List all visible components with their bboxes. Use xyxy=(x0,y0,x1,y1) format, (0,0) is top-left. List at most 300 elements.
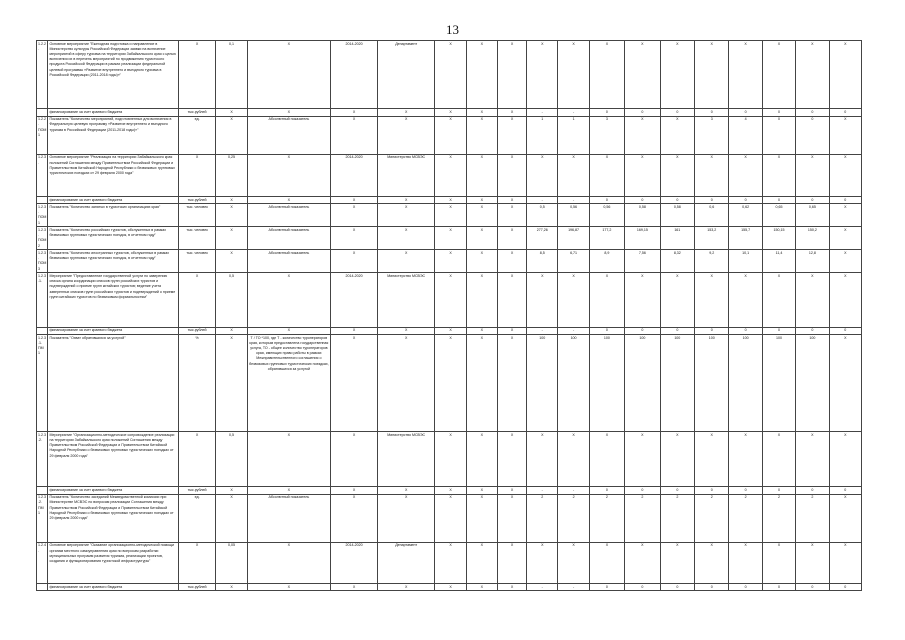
table-cell: X xyxy=(695,273,729,327)
table-cell: 0 xyxy=(695,584,729,591)
table-cell: X xyxy=(729,273,762,327)
table-cell: X xyxy=(216,227,247,250)
table-cell: X xyxy=(695,432,729,487)
row-code-cell: 1.2.2. ПОМ 1 xyxy=(37,116,48,154)
table-cell: X xyxy=(178,41,216,109)
table-cell: 0 xyxy=(589,109,624,116)
table-cell: X xyxy=(466,542,497,583)
table-cell: X xyxy=(625,154,660,196)
table-cell: X xyxy=(589,154,624,196)
table-cell: Министерство МСВЭС xyxy=(378,432,435,487)
table-cell: 0 xyxy=(589,584,624,591)
table-cell: 100 xyxy=(589,334,624,431)
table-cell: 0 xyxy=(729,196,762,203)
table-cell: 0 xyxy=(796,109,829,116)
table-cell: X xyxy=(331,584,378,591)
table-cell: Абсолютный показатель xyxy=(247,204,330,227)
table-row xyxy=(37,227,862,250)
table-cell: X xyxy=(497,542,526,583)
table-cell: 3 xyxy=(589,116,624,154)
table-cell: X xyxy=(527,41,558,109)
row-description-cell: финансирование за счет краевого бюджета xyxy=(48,487,178,494)
table-cell: 4 xyxy=(729,116,762,154)
table-cell: X xyxy=(497,116,526,154)
table-cell: 0,58 xyxy=(660,204,694,227)
table-row xyxy=(37,334,862,431)
table-cell: X xyxy=(527,273,558,327)
table-cell: 0 xyxy=(695,196,729,203)
financing-row xyxy=(37,327,862,334)
table-cell: 150,2 xyxy=(796,227,829,250)
table-cell: 0 xyxy=(625,327,660,334)
table-cell: X xyxy=(378,204,435,227)
row-code-cell: 1.2.3.2. xyxy=(37,432,48,487)
table-cell: X xyxy=(247,154,330,196)
row-description-cell: Основное мероприятие "Оказание организационно-методической помощи органам местного самоуправления края по вопросам разработки муниципальных программ развития туризма, реализации проектов, создания и функционирования туристской инфраструктуры" xyxy=(48,542,178,583)
table-cell: 0 xyxy=(762,116,795,154)
row-description-cell: Основное мероприятие "Реализация на территории Забайкальского края положений Соглашения между Правительством Российской Федерации и Правительством Китайской Народной Республики о безвизовых групповых туристических поездках от 29 февраля 2000 года" xyxy=(48,154,178,196)
table-cell: 9,2 xyxy=(695,250,729,273)
table-cell: X xyxy=(216,250,247,273)
row-code-cell: 1.2.3.2. ПМ 1 xyxy=(37,494,48,542)
table-cell: 100 xyxy=(558,334,589,431)
table-cell: 155,7 xyxy=(729,227,762,250)
table-cell: X xyxy=(466,109,497,116)
table-cell: 177,2 xyxy=(589,227,624,250)
row-description-cell: финансирование за счет краевого бюджета xyxy=(48,327,178,334)
table-cell: X xyxy=(435,487,466,494)
table-cell: X xyxy=(466,196,497,203)
table-cell: 277,26 xyxy=(527,227,558,250)
table-cell: X xyxy=(435,154,466,196)
table-cell: 0 xyxy=(829,327,861,334)
table-cell: тыс.рублей xyxy=(178,109,216,116)
table-cell: ед. xyxy=(178,116,216,154)
table-cell: X xyxy=(247,487,330,494)
row-code-cell xyxy=(37,584,48,591)
table-cell: X xyxy=(216,204,247,227)
table-cell: 0,62 xyxy=(729,204,762,227)
table-cell: 169,15 xyxy=(625,227,660,250)
table-cell: 0 xyxy=(589,487,624,494)
table-cell: X xyxy=(729,41,762,109)
table-cell: X xyxy=(829,204,861,227)
table-cell: 0 xyxy=(729,109,762,116)
table-cell: тыс.рублей xyxy=(178,196,216,203)
table-cell: X xyxy=(625,273,660,327)
table-cell: X xyxy=(331,327,378,334)
table-cell: X xyxy=(466,273,497,327)
table-cell: X xyxy=(796,273,829,327)
table-row xyxy=(37,542,862,583)
row-code-cell xyxy=(37,196,48,203)
table-cell: X xyxy=(660,542,694,583)
table-cell: 0 xyxy=(762,327,795,334)
table-cell: X xyxy=(247,41,330,109)
table-cell: X xyxy=(829,227,861,250)
table-cell: X xyxy=(589,41,624,109)
table-cell: X xyxy=(558,273,589,327)
table-cell: X xyxy=(497,41,526,109)
table-cell: X xyxy=(796,542,829,583)
table-cell: X xyxy=(466,584,497,591)
row-description-cell: Показатель "Количество мероприятий, подготовленных для включения в Федеральную целевую программу «Развитие внутреннего и въездного туризма в Российской Федерации (2011-2018 годы)»" xyxy=(48,116,178,154)
table-cell: X xyxy=(466,227,497,250)
table-cell: 0,65 xyxy=(796,204,829,227)
table-cell: 2 xyxy=(589,494,624,542)
table-cell: 0 xyxy=(625,487,660,494)
row-code-cell xyxy=(37,487,48,494)
table-cell: - xyxy=(527,327,558,334)
table-cell: X xyxy=(796,41,829,109)
table-cell: X xyxy=(497,487,526,494)
table-cell: 8,5 xyxy=(527,250,558,273)
table-cell: 100 xyxy=(527,334,558,431)
table-row xyxy=(37,250,862,273)
table-cell: 0,25 xyxy=(216,154,247,196)
row-code-cell xyxy=(37,109,48,116)
row-description-cell: Мероприятие "Предоставление государственной услуги по заверению списка органа координации списков групп российских туристов и подтверждений о приеме групп китайских туристов; ведение учета заверенных списков групп российских туристов и подтверждений о приеме групп китайских туристов по безвизовым формальностям" xyxy=(48,273,178,327)
table-cell: X xyxy=(625,116,660,154)
table-cell: X xyxy=(497,334,526,431)
row-description-cell: Показатель "Количество занятых в туристских организациях края" xyxy=(48,204,178,227)
table-cell: Департамент xyxy=(378,41,435,109)
table-cell: X xyxy=(527,432,558,487)
table-cell: X xyxy=(435,109,466,116)
table-cell: 0 xyxy=(729,487,762,494)
table-cell: 1 xyxy=(558,116,589,154)
table-body xyxy=(37,41,862,591)
row-code-cell: 1.2.3. xyxy=(37,154,48,196)
table-cell: Министерство МСВЭС xyxy=(378,154,435,196)
table-cell: X xyxy=(378,227,435,250)
table-cell: 153,2 xyxy=(695,227,729,250)
table-cell: 196,87 xyxy=(558,227,589,250)
table-cell: X xyxy=(216,584,247,591)
row-code-cell: 1.2.4. xyxy=(37,542,48,583)
table-cell: 0 xyxy=(660,196,694,203)
table-cell: X xyxy=(378,494,435,542)
row-description-cell: Показатель "Охват обратившихся за услугой" xyxy=(48,334,178,431)
table-cell: X xyxy=(216,327,247,334)
table-cell: X xyxy=(497,494,526,542)
table-cell: 100 xyxy=(625,334,660,431)
table-cell: 0,6 xyxy=(695,204,729,227)
table-cell: 8,32 xyxy=(660,250,694,273)
table-row xyxy=(37,41,862,109)
table-cell: 150,15 xyxy=(762,227,795,250)
table-cell: 0,5 xyxy=(216,273,247,327)
row-code-cell: 1.2.3.1. xyxy=(37,273,48,327)
table-cell: X xyxy=(466,116,497,154)
row-code-cell: 1.2.3. ПОМ 1 xyxy=(37,204,48,227)
table-cell: X xyxy=(796,432,829,487)
table-cell: X xyxy=(435,204,466,227)
table-cell: X xyxy=(435,41,466,109)
table-cell: 0 xyxy=(625,584,660,591)
table-cell: X xyxy=(497,273,526,327)
table-cell: X xyxy=(625,542,660,583)
table-cell: X xyxy=(378,109,435,116)
table-cell: X xyxy=(331,334,378,431)
table-cell: 2 xyxy=(762,494,795,542)
table-cell: X xyxy=(762,432,795,487)
table-cell: X xyxy=(660,41,694,109)
table-cell: 0 xyxy=(589,327,624,334)
financing-row xyxy=(37,487,862,494)
table-cell: X xyxy=(729,542,762,583)
table-cell: 100 xyxy=(695,334,729,431)
table-cell: X xyxy=(331,227,378,250)
table-cell: X xyxy=(625,432,660,487)
table-cell: X xyxy=(558,41,589,109)
table-cell: X xyxy=(378,196,435,203)
table-cell: 0 xyxy=(762,487,795,494)
table-cell: X xyxy=(466,432,497,487)
row-code-cell: 1.2.3. ПОМ 2 xyxy=(37,227,48,250)
table-cell: X xyxy=(796,154,829,196)
table-cell: X xyxy=(435,432,466,487)
table-cell: 0,5 xyxy=(527,204,558,227)
table-cell: X xyxy=(466,487,497,494)
table-cell: - xyxy=(558,327,589,334)
table-cell: 0,65 xyxy=(762,204,795,227)
table-cell: X xyxy=(829,542,861,583)
table-cell: X xyxy=(435,116,466,154)
table-cell: X xyxy=(378,487,435,494)
table-cell: X xyxy=(216,334,247,431)
table-cell: Министерство МСВЭС xyxy=(378,273,435,327)
table-cell: X xyxy=(435,273,466,327)
table-cell: 2 xyxy=(625,494,660,542)
table-cell: X xyxy=(695,154,729,196)
table-cell: тыс. человек xyxy=(178,250,216,273)
table-cell: X xyxy=(558,154,589,196)
table-cell: Т / ТО *100, где Т - количество туроператоров края, которым предоставлена государственная услуга, ТО - общее количество туроператоров края, имеющих право работы в рамках Межправительственного соглашения о безвизовых групповых туристических поездках, обратившихся за услугой xyxy=(247,334,330,431)
table-cell: тыс.рублей xyxy=(178,487,216,494)
table-cell: 100 xyxy=(729,334,762,431)
table-cell: X xyxy=(247,196,330,203)
table-cell: X xyxy=(247,327,330,334)
table-cell: X xyxy=(435,327,466,334)
table-cell: 2 xyxy=(660,494,694,542)
table-cell: 10,1 xyxy=(729,250,762,273)
table-cell: X xyxy=(466,204,497,227)
table-row xyxy=(37,432,862,487)
table-cell: X xyxy=(695,542,729,583)
row-description-cell: Показатель "Количество иностранных туристов, обслуженных в рамках безвизовых групповых туристических поездок, в отчетном году" xyxy=(48,250,178,273)
table-cell: 2 xyxy=(796,494,829,542)
financing-row xyxy=(37,584,862,591)
table-cell: 161 xyxy=(660,227,694,250)
table-cell: 2014-2020 xyxy=(331,273,378,327)
table-cell: X xyxy=(660,154,694,196)
table-cell: - xyxy=(527,487,558,494)
table-cell: X xyxy=(762,542,795,583)
table-cell: X xyxy=(660,432,694,487)
table-cell: 0 xyxy=(796,196,829,203)
table-cell: 0,56 xyxy=(589,204,624,227)
row-description-cell: Мероприятие "Организационно-методическое сопровождение реализации на территории Забайкальского края положений Соглашения между Правительством Российской Федерации и Правительством Китайской Народной Республики о безвизовых групповых туристических поездках от 29 февраля 2000 года" xyxy=(48,432,178,487)
table-cell: X xyxy=(829,41,861,109)
table-cell: % xyxy=(178,334,216,431)
page-number: 13 xyxy=(446,22,459,37)
table-cell: Абсолютный показатель xyxy=(247,227,330,250)
table-cell: 0,5 xyxy=(216,432,247,487)
table-cell: X xyxy=(497,327,526,334)
table-cell: 2 xyxy=(558,494,589,542)
table-cell: - xyxy=(558,196,589,203)
table-cell: 100 xyxy=(762,334,795,431)
table-cell: Абсолютный показатель xyxy=(247,494,330,542)
table-cell: 0 xyxy=(660,327,694,334)
table-cell: X xyxy=(216,494,247,542)
table-cell: 0,56 xyxy=(558,204,589,227)
table-cell: X xyxy=(466,41,497,109)
table-cell: 2 xyxy=(527,494,558,542)
table-cell: X xyxy=(216,109,247,116)
table-cell: X xyxy=(435,196,466,203)
table-cell: 8,9 xyxy=(589,250,624,273)
table-cell: 0 xyxy=(796,116,829,154)
table-cell: X xyxy=(497,250,526,273)
table-cell: X xyxy=(378,334,435,431)
table-cell: 0 xyxy=(660,584,694,591)
table-cell: X xyxy=(829,250,861,273)
table-cell: X xyxy=(497,227,526,250)
table-cell: X xyxy=(331,432,378,487)
table-cell: X xyxy=(660,273,694,327)
table-cell: 0 xyxy=(625,109,660,116)
table-cell: X xyxy=(558,542,589,583)
table-cell: 0 xyxy=(796,584,829,591)
table-cell: Департамент xyxy=(378,542,435,583)
table-row xyxy=(37,273,862,327)
table-cell: X xyxy=(762,41,795,109)
table-cell: X xyxy=(660,116,694,154)
table-cell: X xyxy=(435,334,466,431)
table-cell: 0 xyxy=(695,487,729,494)
table-cell: X xyxy=(331,487,378,494)
table-cell: X xyxy=(829,334,861,431)
table-cell: X xyxy=(216,116,247,154)
row-code-cell: 1.2.2. xyxy=(37,41,48,109)
table-cell: X xyxy=(589,542,624,583)
table-cell: ед. xyxy=(178,494,216,542)
table-cell: X xyxy=(178,542,216,583)
table-cell: X xyxy=(378,327,435,334)
table-cell: X xyxy=(762,154,795,196)
table-cell: X xyxy=(497,584,526,591)
table-cell: X xyxy=(829,273,861,327)
table-cell: 0 xyxy=(589,196,624,203)
table-row xyxy=(37,154,862,196)
table-cell: X xyxy=(558,432,589,487)
row-code-cell: 1.2.3.1. ПМ 1 xyxy=(37,334,48,431)
table-cell: 0 xyxy=(829,487,861,494)
table-cell: тыс. человек xyxy=(178,227,216,250)
table-cell: 2014-2020 xyxy=(331,542,378,583)
table-cell: X xyxy=(497,154,526,196)
table-cell: X xyxy=(178,432,216,487)
table-cell: - xyxy=(558,487,589,494)
table-cell: 0,58 xyxy=(625,204,660,227)
table-cell: X xyxy=(247,542,330,583)
financing-row xyxy=(37,109,862,116)
table-cell: - xyxy=(527,109,558,116)
table-cell: 0 xyxy=(729,584,762,591)
table-cell: X xyxy=(435,227,466,250)
row-code-cell: 1.2.3. ПОМ 3 xyxy=(37,250,48,273)
table-cell: 0,05 xyxy=(216,542,247,583)
table-cell: 0 xyxy=(660,487,694,494)
table-cell: тыс. человек xyxy=(178,204,216,227)
financing-row xyxy=(37,196,862,203)
table-cell: X xyxy=(216,487,247,494)
table-cell: X xyxy=(216,196,247,203)
table-cell: X xyxy=(331,116,378,154)
table-cell: X xyxy=(178,273,216,327)
table-cell: X xyxy=(695,41,729,109)
table-cell: X xyxy=(829,154,861,196)
row-description-cell: финансирование за счет краевого бюджета xyxy=(48,196,178,203)
table-cell: 100 xyxy=(796,334,829,431)
table-cell: тыс.рублей xyxy=(178,584,216,591)
table-cell: X xyxy=(247,273,330,327)
table-cell: 2 xyxy=(695,494,729,542)
table-cell: 12,8 xyxy=(796,250,829,273)
table-cell: X xyxy=(829,432,861,487)
table-cell: 0 xyxy=(829,109,861,116)
row-code-cell xyxy=(37,327,48,334)
table-cell: 0 xyxy=(796,487,829,494)
table-cell: X xyxy=(466,334,497,431)
row-description-cell: Показатель "Количество заседаний Межведомственной комиссии при Министерстве МСВЭС по вопросам реализации Соглашения между Правительством Российской Федерации и Правительством Китайской Народной Республики о безвизовых групповых туристических поездках от 29 февраля 2000 года" xyxy=(48,494,178,542)
table-cell: X xyxy=(589,273,624,327)
table-cell: X xyxy=(829,494,861,542)
table-cell: X xyxy=(331,250,378,273)
table-cell: X xyxy=(378,584,435,591)
table-cell: X xyxy=(435,494,466,542)
table-cell: 0 xyxy=(625,196,660,203)
table-row xyxy=(37,204,862,227)
table-cell: X xyxy=(729,432,762,487)
table-cell: 0 xyxy=(796,327,829,334)
table-cell: 7,56 xyxy=(625,250,660,273)
table-cell: X xyxy=(527,154,558,196)
table-cell: X xyxy=(497,204,526,227)
row-description-cell: финансирование за счет краевого бюджета xyxy=(48,584,178,591)
table-cell: X xyxy=(178,154,216,196)
table-cell: X xyxy=(497,432,526,487)
table-cell: X xyxy=(466,250,497,273)
table-cell: X xyxy=(247,109,330,116)
table-cell: X xyxy=(247,432,330,487)
table-row xyxy=(37,494,862,542)
table-cell: Абсолютный показатель xyxy=(247,116,330,154)
table-cell: - xyxy=(558,109,589,116)
table-cell: 0 xyxy=(762,196,795,203)
table-cell: X xyxy=(466,327,497,334)
table-cell: X xyxy=(527,542,558,583)
table-cell: 100 xyxy=(660,334,694,431)
table-cell: X xyxy=(247,584,330,591)
table-cell: 6,71 xyxy=(558,250,589,273)
table-cell: Абсолютный показатель xyxy=(247,250,330,273)
table-cell: 11,4 xyxy=(762,250,795,273)
table-cell: X xyxy=(331,494,378,542)
table-cell: X xyxy=(829,116,861,154)
